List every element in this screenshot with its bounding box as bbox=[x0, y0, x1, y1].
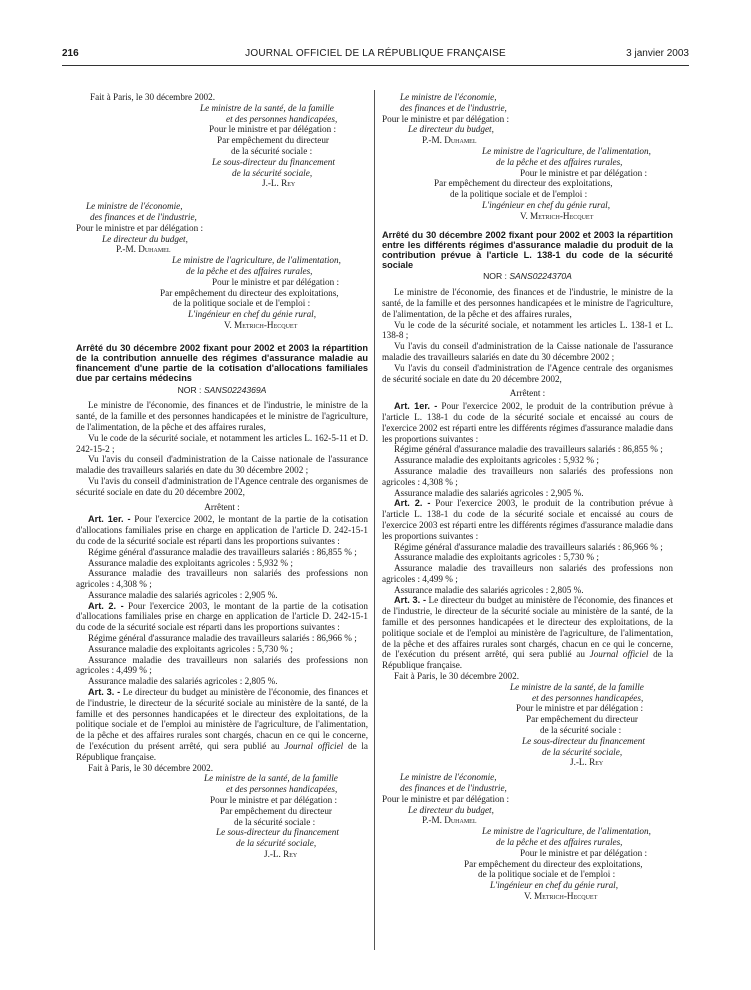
signature-line: Le ministre de l'économie, bbox=[86, 201, 183, 212]
signature-line: Pour le ministre et par délégation : bbox=[76, 222, 204, 233]
signature-line: Pour le ministre et par délégation : bbox=[520, 167, 648, 178]
signature-line: de la sécurité sociale, bbox=[542, 746, 623, 757]
signatory-name: V. Metrich-Hecquet bbox=[224, 319, 298, 330]
nor-code: SANS0224369A bbox=[203, 384, 267, 395]
signature-line: et des personnes handicapées, bbox=[532, 692, 644, 703]
signatory-name: P.-M. Duhamel bbox=[422, 135, 477, 146]
fait-line: Fait à Paris, le 30 décembre 2002. bbox=[394, 671, 520, 682]
decree-title: Arrêté du 30 décembre 2002 fixant pour 2002 et 2003 la répartition de la contribution annuelle des régimes d'assurance maladie au financement d'une partie de la cotisation d'allocations familiales due par certains médecins bbox=[76, 342, 368, 384]
nor-label: NOR : bbox=[483, 271, 507, 282]
column-divider bbox=[374, 90, 375, 950]
signature-line: Le sous-directeur du financement bbox=[522, 735, 645, 746]
signature-line: Pour le ministre et par délégation : bbox=[210, 795, 338, 806]
article-text: de la République française. bbox=[76, 741, 369, 762]
signature-line: de la sécurité sociale, bbox=[232, 167, 313, 178]
signature-line: de la politique sociale et de l'emploi : bbox=[450, 189, 588, 200]
signatory-name: P.-M. Duhamel bbox=[422, 815, 477, 826]
signature-line: de la sécurité sociale : bbox=[540, 725, 622, 736]
article-item: Assurance maladie des travailleurs non salariés des professions non agricoles : 4,308 % ; bbox=[382, 465, 673, 487]
signature-line: de la sécurité sociale, bbox=[236, 838, 317, 849]
paragraph: Vu l'avis du conseil d'administration de l'Agence centrale des organismes de sécurité sociale en date du 20 décembre 2002, bbox=[76, 475, 368, 497]
journal-title: JOURNAL OFFICIEL DE LA RÉPUBLIQUE FRANÇAISE bbox=[245, 48, 506, 59]
signature-line: des finances et de l'industrie, bbox=[400, 783, 507, 794]
signature-line: et des personnes handicapées, bbox=[226, 113, 338, 124]
signatory-name: V. Metrich-Hecquet bbox=[520, 210, 594, 221]
signature-line: L'ingénieur en chef du génie rural, bbox=[482, 199, 611, 210]
paragraph: Le ministre de l'économie, des finances et de l'industrie, le ministre de la santé, de la famille et des personnes handicapées et le ministre de l'agriculture, de l'alimentation, de la pêche et des affaires rurales, bbox=[76, 400, 368, 432]
signature-line: de la politique sociale et de l'emploi : bbox=[478, 869, 616, 880]
article-item: Régime général d'assurance maladie des travailleurs salariés : 86,966 % ; bbox=[394, 541, 663, 552]
header-rule bbox=[62, 65, 689, 66]
signature-line: Le ministre de l'économie, bbox=[400, 92, 497, 102]
article-item: Régime général d'assurance maladie des travailleurs salariés : 86,855 % ; bbox=[394, 444, 663, 455]
signature-line: Pour le ministre et par délégation : bbox=[212, 276, 340, 287]
signatory-name: J.-L. Rey bbox=[264, 849, 298, 860]
nor-code: SANS0224370A bbox=[509, 271, 572, 282]
paragraph: Vu l'avis du conseil d'administration de la Caisse nationale de l'assurance maladie des travailleurs salariés en date du 30 décembre 2002 ; bbox=[76, 454, 368, 476]
article-item: Assurance maladie des exploitants agricoles : 5,932 % ; bbox=[88, 557, 293, 568]
signature-line: Le ministre de l'agriculture, de l'alimentation, bbox=[482, 145, 651, 156]
signature-line: L'ingénieur en chef du génie rural, bbox=[188, 309, 317, 320]
article-1 bbox=[76, 514, 368, 546]
signature-line: Le sous-directeur du financement bbox=[216, 827, 339, 838]
signature-line: Le ministre de l'agriculture, de l'alimentation, bbox=[172, 255, 341, 266]
signature-line: Pour le ministre et par délégation : bbox=[382, 793, 510, 804]
article-label: Art. 1er. - bbox=[88, 514, 131, 525]
article-item: Assurance maladie des exploitants agricoles : 5,730 % ; bbox=[88, 643, 293, 654]
article-item: Assurance maladie des salariés agricoles : 2,905 %. bbox=[88, 589, 278, 600]
signature-line: de la sécurité sociale : bbox=[234, 816, 316, 827]
signatory-name: V. Metrich-Hecquet bbox=[524, 891, 598, 901]
signature-line: Le directeur du budget, bbox=[102, 233, 188, 244]
article-text: Le directeur du budget au ministère de l'économie, des finances et de l'industrie, le directeur de la sécurité sociale au ministère de la santé, de la famille et des personnes handicapées et le directeur des exploitations, de la politique sociale et de l'emploi au ministère de l'agriculture, de l'alimentation, de la pêche et des affaires rurales sont chargés, chacun en ce qui le concerne, de l'exécution du présent arrêté, qui sera publié au bbox=[382, 595, 674, 660]
issue-date: 3 janvier 2003 bbox=[626, 48, 689, 59]
signature-line: de la pêche et des affaires rurales, bbox=[186, 265, 313, 276]
signature-line: Le ministre de la santé, de la famille bbox=[204, 773, 338, 784]
journal-officiel-ref: Journal officiel bbox=[284, 741, 344, 752]
signature-line: Le directeur du budget, bbox=[408, 804, 494, 815]
article-2 bbox=[76, 601, 368, 633]
signature-line: de la pêche et des affaires rurales, bbox=[496, 837, 623, 848]
signature-line: Pour le ministre et par délégation : bbox=[516, 703, 644, 714]
paragraph: Vu le code de la sécurité sociale, et notamment les articles L. 162-5-11 et D. 242-15-2 ; bbox=[76, 432, 368, 454]
article-item: Assurance maladie des travailleurs non salariés des professions non agricoles : 4,308 % ; bbox=[76, 568, 368, 590]
signature-line: Le directeur du budget, bbox=[408, 124, 494, 135]
nor-reference bbox=[76, 385, 368, 396]
article-3 bbox=[76, 687, 368, 763]
intro-fait: Fait à Paris, le 30 décembre 2002. bbox=[90, 92, 216, 102]
signature-line: de la sécurité sociale : bbox=[231, 145, 313, 156]
article-item: Assurance maladie des exploitants agricoles : 5,932 % ; bbox=[394, 455, 599, 466]
signatory-name: J.-L. Rey bbox=[570, 757, 604, 768]
paragraph: Vu le code de la sécurité sociale, et notamment les articles L. 138-1 et L. 138-8 ; bbox=[382, 319, 673, 341]
article-label: Art. 3. - bbox=[394, 595, 427, 606]
paragraph: Le ministre de l'économie, des finances et de l'industrie, le ministre de la santé, de la famille et des personnes handicapées et le ministre de l'agriculture, de l'alimentation, de la pêche et des affaires rurales, bbox=[382, 287, 673, 319]
article-item: Assurance maladie des salariés agricoles : 2,805 %. bbox=[88, 676, 278, 687]
article-label: Art. 2. - bbox=[88, 600, 124, 611]
signature-line: Par empêchement du directeur des exploitations, bbox=[160, 287, 339, 298]
article-label: Art. 1er. - bbox=[394, 401, 438, 412]
signature-line: de la politique sociale et de l'emploi : bbox=[173, 298, 311, 309]
page-header bbox=[62, 48, 689, 62]
signature-line: Par empêchement du directeur des exploitations, bbox=[434, 178, 613, 189]
article-item: Assurance maladie des salariés agricoles : 2,805 %. bbox=[394, 584, 584, 595]
article-item: Régime général d'assurance maladie des travailleurs salariés : 86,966 % ; bbox=[88, 633, 357, 644]
signature-line: Le sous-directeur du financement bbox=[212, 156, 335, 167]
arretent-heading: Arrêtent : bbox=[204, 501, 240, 512]
article-text: Pour l'exercice 2003, le montant de la partie de la cotisation d'allocations familiales prise en charge en application de l'article D. 242-15-1 du code de la sécurité sociale est réparti dans les proportions suivantes : bbox=[76, 600, 369, 633]
nor-reference bbox=[382, 271, 673, 282]
signatory-name: J.-L. Rey bbox=[262, 178, 296, 189]
right-column bbox=[382, 92, 673, 902]
article-item: Assurance maladie des travailleurs non salariés des professions non agricoles : 4,499 % ; bbox=[76, 654, 368, 676]
article-2 bbox=[382, 498, 673, 541]
signatory-name: P.-M. Duhamel bbox=[116, 244, 171, 255]
signature-line: des finances et de l'industrie, bbox=[400, 102, 507, 113]
article-text: de la République française. bbox=[382, 649, 674, 671]
signature-line: L'ingénieur en chef du génie rural, bbox=[490, 880, 619, 891]
signature-line: Pour le ministre et par délégation : bbox=[209, 124, 337, 135]
arretent-heading: Arrêtent : bbox=[509, 388, 546, 399]
signature-line: Pour le ministre et par délégation : bbox=[382, 113, 510, 124]
signature-line: Par empêchement du directeur des exploitations, bbox=[464, 858, 643, 869]
page-number: 216 bbox=[62, 48, 79, 59]
decree-title: Arrêté du 30 décembre 2002 fixant pour 2002 et 2003 la répartition entre les différents régimes d'assurance maladie du produit de la contribution prévue à l'article L. 138-1 du code de la sécurité sociale bbox=[382, 229, 673, 271]
signature-line: Le ministre de l'agriculture, de l'alimentation, bbox=[482, 826, 651, 837]
article-text: Le directeur du budget au ministère de l'économie, des finances et de l'industrie, le directeur de la sécurité sociale au ministère de la santé, de la famille et des personnes handicapées et le directeur des exploitations, de la politique sociale et de l'emploi au ministère de l'agriculture, de l'alimentation, de la pêche et des affaires rurales sont chargés, chacun en ce qui le concerne, de l'exécution du présent arrêté, qui sera publié au bbox=[76, 687, 369, 752]
article-item: Assurance maladie des exploitants agricoles : 5,730 % ; bbox=[394, 552, 599, 563]
article-label: Art. 3. - bbox=[88, 687, 121, 698]
article-text: Pour l'exercice 2002, le montant de la partie de la cotisation d'allocations familiales prise en charge en application de l'article D. 242-15-1 du code de la sécurité sociale est réparti dans les proportions suivantes : bbox=[76, 514, 368, 546]
article-3 bbox=[382, 595, 673, 671]
journal-officiel-ref: Journal officiel bbox=[589, 649, 649, 660]
article-item: Régime général d'assurance maladie des travailleurs salariés : 86,855 % ; bbox=[88, 546, 357, 557]
signature-line: Le ministre de la santé, de la famille bbox=[200, 102, 334, 113]
signature-line: Le ministre de l'économie, bbox=[400, 772, 497, 783]
nor-label: NOR : bbox=[177, 384, 202, 395]
fait-line: Fait à Paris, le 30 décembre 2002. bbox=[88, 762, 214, 773]
article-text: Pour l'exercice 2002, le produit de la contribution prévue à l'article L. 138-1 du code de la sécurité sociale et encaissé au cours de l'exercice 2002 est réparti entre les différents régimes d'assurance maladie dans les proportions suivantes : bbox=[382, 401, 673, 444]
signature-line: Par empêchement du directeur bbox=[526, 714, 638, 725]
signature-line: des finances et de l'industrie, bbox=[90, 211, 197, 222]
paragraph: Vu l'avis du conseil d'administration de l'Agence centrale des organismes de sécurité sociale en date du 20 décembre 2002, bbox=[382, 362, 673, 384]
left-column bbox=[76, 92, 368, 860]
article-label: Art. 2. - bbox=[394, 498, 431, 509]
signature-line: de la pêche et des affaires rurales, bbox=[496, 156, 623, 167]
signature-line: Pour le ministre et par délégation : bbox=[520, 847, 648, 858]
signature-line: et des personnes handicapées, bbox=[226, 784, 338, 795]
article-item: Assurance maladie des salariés agricoles : 2,905 %. bbox=[394, 487, 584, 498]
signature-line: Par empêchement du directeur bbox=[217, 135, 329, 146]
article-item: Assurance maladie des travailleurs non salariés des professions non agricoles : 4,499 % ; bbox=[382, 563, 673, 584]
article-text: Pour l'exercice 2003, le produit de la contribution prévue à l'article L. 138-1 du code de la sécurité sociale et encaissé au cours de l'exercice 2003 est réparti entre les différents régimes d'assurance maladie dans les proportions suivantes : bbox=[382, 498, 674, 541]
signature-line: Par empêchement du directeur bbox=[220, 805, 332, 816]
signature-line: Le ministre de la santé, de la famille bbox=[510, 681, 644, 692]
paragraph: Vu l'avis du conseil d'administration de la Caisse nationale de l'assurance maladie des travailleurs salariés en date du 30 décembre 2002 ; bbox=[382, 341, 673, 362]
article-1 bbox=[382, 401, 673, 444]
